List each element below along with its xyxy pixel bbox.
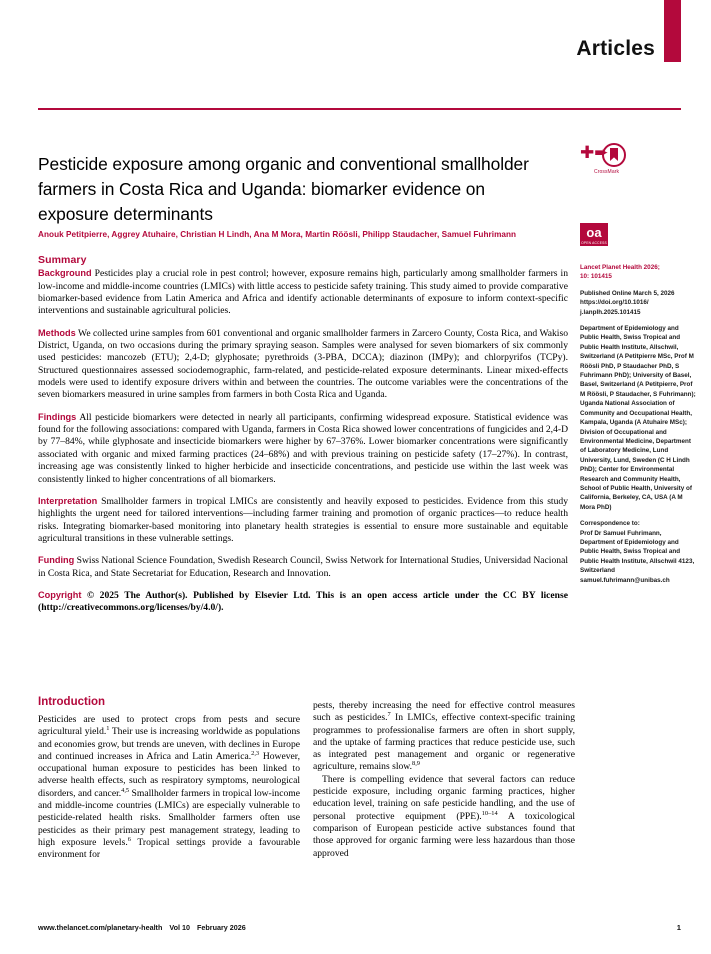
- summary-paragraphs: [38, 267, 568, 580]
- body-paragraph: Pesticides are used to protect crops from pests and secure agricultural yield.$^1$ Their use is increasing worldwide as populations and economies grow, but trends are uneven, with declines in Europe and continued increases in Africa and Latin America.$^{2,3}$ However, occupational human exposure to pesticides has been linked to adverse health effects, such as respiratory symptoms, neurological disorders, and cancer.$^{4,5}$ Smallholder farmers in tropical low-income and middle-income countries (LMICs) are especially vulnerable to pesticide-related health risks. Smallholder farmers often use pesticides as their primary pest management strategy, leading to high exposure levels.$^6$ Tropical settings provide a favourable environment for: [38, 714, 300, 861]
- summary-section-text: All pesticide biomarkers were detected in nearly all participants, confirming widespread exposure. Statistical evidence was found for the following associations: compared with Uganda, farmers in Costa Rica showed lower concentrations of fungicides and 2,4-D by 77–84%, while glyphosate and insecticide biomarkers were higher by 67–376%. Lower biomarker concentrations were significantly associated with organic and mixed farming practices (24–68%) and with previous training on pesticide safety (17–27%). In contrast, increasing age was consistently linked to higher herbicide and insecticide concentrations, and pesticide use within the last week was consistently linked to higher concentrations of all biomarkers.: [38, 411, 568, 485]
- introduction-right-column: [313, 700, 575, 860]
- cursor-icon: ✚➨: [580, 143, 609, 163]
- article-title: Pesticide exposure among organic and conventional smallholder farmers in Costa Rica and Uganda: biomarker evidence on exposure determinants: [38, 153, 529, 224]
- summary-paragraph: [38, 267, 568, 317]
- copyright-text: © 2025 The Author(s). Published by Elsevier Ltd. This is an open access article under the CC BY license (http://creativecommons.org/licenses/by/4.0/).: [38, 589, 568, 614]
- page-number: 1: [676, 923, 681, 932]
- page-footer: [38, 923, 681, 932]
- summary-section-label: Funding: [38, 555, 75, 566]
- summary-section-label: Methods: [38, 327, 76, 338]
- section-label: Articles: [576, 37, 655, 60]
- journal-url[interactable]: www.thelancet.com/planetary-health: [38, 923, 163, 932]
- summary-paragraph: [38, 327, 568, 402]
- header-divider-rule: [38, 108, 681, 110]
- article-metadata-sidebar: [580, 263, 698, 592]
- summary-section-label: Background: [38, 268, 92, 279]
- body-paragraph: There is compelling evidence that several factors can reduce pesticide exposure, including organic farming practices, higher education level, training on safe pesticide handling, and the use of personal protective equipment (PPE).$^{10-14}$ A toxicological comparison of European pesticide active substances found that those approved for organic farming were less hazardous than those approved: [313, 773, 575, 859]
- publication-info: Published Online March 5, 2026 https://doi.org/10.1016/ j.lanplh.2025.101415: [580, 289, 675, 316]
- summary-section-text: Pesticides play a crucial role in pest control; however, exposure remains high, particularly among smallholder farmers in low-income and middle-income countries (LMICs) with little access to pesticide safety training. This study aimed to provide comparative biomarker-based evidence from Latin America and Africa and identify actionable determinants of exposure to inform context-specific interventions and sustainable agricultural policies.: [38, 268, 568, 317]
- copyright-label: Copyright: [38, 589, 82, 600]
- summary-paragraph: [38, 411, 568, 486]
- header-accent-bar: [664, 0, 681, 62]
- summary-paragraph: [38, 495, 568, 545]
- summary-section-label: Findings: [38, 411, 77, 422]
- crossmark-logo[interactable]: [580, 143, 632, 183]
- journal-citation: Lancet Planet Health 2026; 10: 101415: [580, 264, 660, 281]
- summary-section-text: We collected urine samples from 601 conventional and organic smallholder farmers in Zarcero County, Costa Rica, and Wakiso District, Uganda, on two occasions during the primary spraying season. Samples were analysed for seven biomarkers of six commonly used pesticides: mancozeb (ETU); 2,4-D; glyphosate; pyrethroids (3-PBA, DCCA); diazinon (IMPy); and chlorpyrifos (TCPy). Structured questionnaires assessed sociodemographic, farm-related, and pesticide-related exposure determinants. Linear mixed-effects models were used to identify exposure drivers within and between the countries. The outcome variables were the concentrations of the seven biomarkers measured in urine samples from farmers in both Costa Rica and Uganda.: [38, 327, 568, 401]
- copyright-paragraph: [38, 589, 568, 615]
- introduction-heading: Introduction: [38, 696, 106, 708]
- summary-section-text: Smallholder farmers in tropical LMICs are consistently and heavily exposed to pesticides. Evidence from this study highlights the urgent need for tailored interventions—including farmer training and promotion of organic practices—to reduce health risks. Integrating biomarker-based monitoring into planetary health strategies is essential to ensure more sustainable and equitable agricultural transitions in these vulnerable settings.: [38, 495, 568, 544]
- summary-section-text: Swiss National Science Foundation, Swedish Research Council, Swiss Network for International Studies, Universidad Nacional in Costa Rica, and State Secretariat for Education, Research and Innovation.: [38, 555, 568, 579]
- correspondence-info: Correspondence to: Prof Dr Samuel Fuhrimann, Department of Epidemiology and Public Health, Swiss Tropical and Public Health Institute, Allschwil 4123, Switzerland samuel.fuhrimann@unibas.ch: [580, 520, 695, 584]
- body-paragraph: pests, thereby increasing the need for effective control measures such as pesticides.$^7$ In LMICs, effective context-specific training programmes to professionalise farmers are often in short supply, and the uptake of farming practices that reduce pesticide use, such as integrated pest management and organic or regenerative agriculture, remains slow.$^{8,9}$: [313, 700, 575, 773]
- introduction-left-column: [38, 714, 300, 862]
- author-list: Anouk Petitpierre, Aggrey Atuhaire, Christian H Lindh, Ana M Mora, Martin Röösli, Philipp Staudacher, Samuel Fuhrimann: [38, 230, 517, 239]
- summary-heading: Summary: [38, 254, 87, 266]
- open-access-badge: [580, 223, 608, 246]
- summary-section-label: Interpretation: [38, 495, 98, 506]
- author-affiliations: Department of Epidemiology and Public Health, Swiss Tropical and Public Health Institute, Allschwil, Switzerland (A Petitpierre MSc, Prof M Röösli PhD, P Staudacher PhD, S Fuhrimann PhD); University of Basel, Basel, Switzerland (A Petitpierre, Prof M Röösli, P Staudacher, S Fuhrimann); Uganda National Association of Community and Occupational Health, Kampala, Uganda (A Atuhaire MSc); Division of Occupational and Environmental Medicine, Department of Laboratory Medicine, Lund University, Lund, Sweden (C H Lindh PhD); Center for Environmental Research and Community Health, School of Public Health, University of California, Berkeley, CA, USA (A M Mora PhD): [580, 325, 696, 511]
- journal-issue-date: February 2026: [197, 923, 246, 932]
- summary-paragraph: [38, 554, 568, 580]
- open-access-letters: oa: [586, 225, 602, 240]
- footer-left: [38, 923, 253, 932]
- crossmark-label: CrossMark: [594, 169, 620, 175]
- open-access-sublabel: OPEN ACCESS: [581, 241, 607, 245]
- summary-section: [38, 254, 568, 624]
- journal-volume: Vol 10: [169, 923, 190, 932]
